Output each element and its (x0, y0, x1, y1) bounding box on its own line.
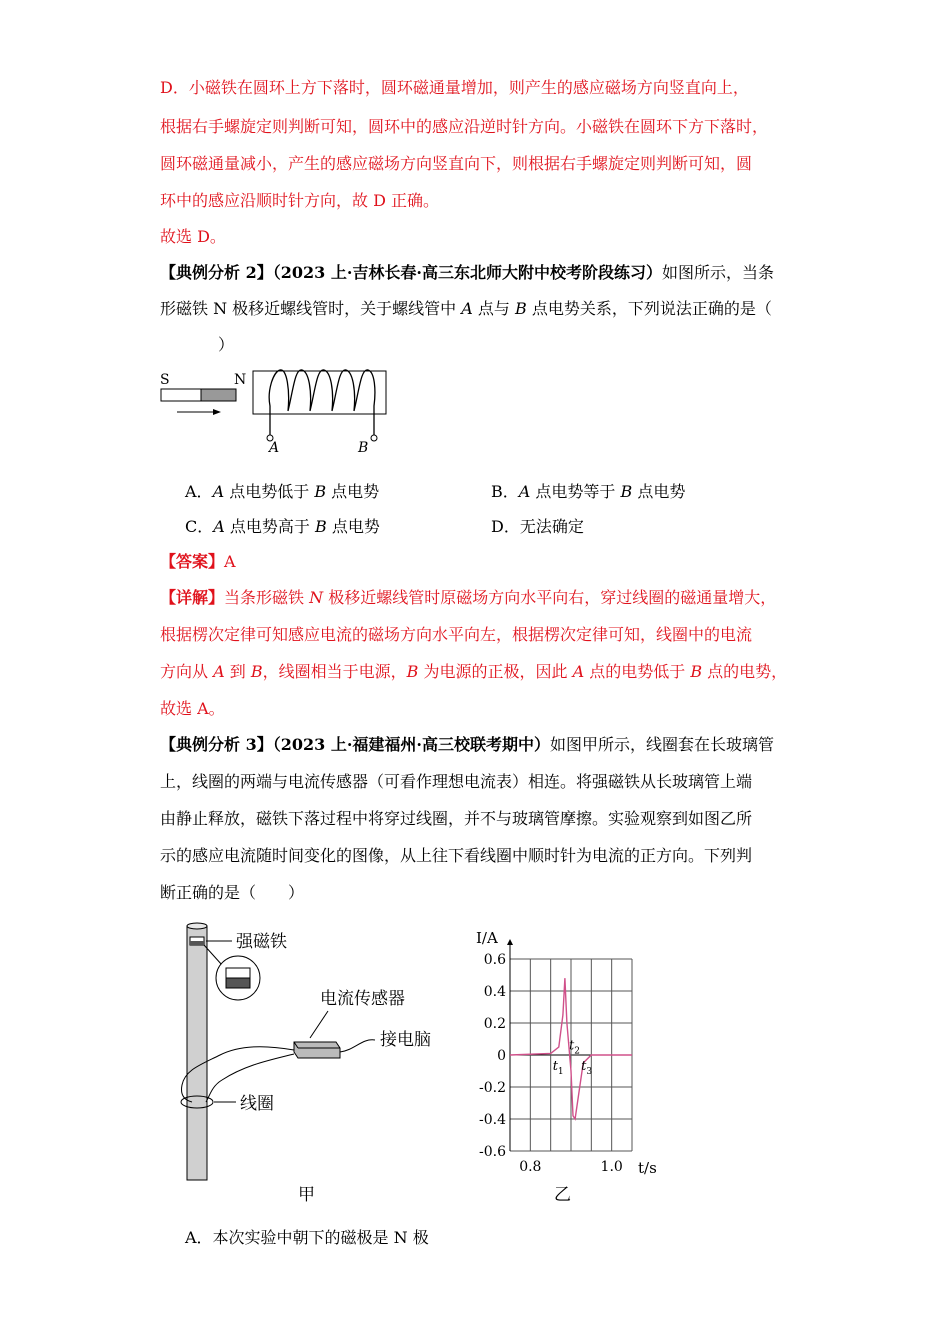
figure-yi-caption: 乙 (554, 1185, 571, 1205)
terminal-b (371, 435, 377, 441)
ex3-question-line-2: 上，线圈的两端与电流传感器（可看作理想电流表）相连。将强磁铁从长玻璃管上端 (160, 772, 753, 791)
sensor-label: 电流传感器 (320, 989, 405, 1009)
ex2-option-a[interactable] (185, 482, 379, 502)
zoom-magnet-bottom (226, 978, 250, 988)
annotation-t3 (581, 1059, 592, 1077)
detail-3-pa: A (213, 662, 225, 681)
glass-tube-figure (170, 920, 450, 1210)
ex2-detail-line-2: 根据楞次定律可知感应电流的磁场方向水平向左，根据楞次定律可知，线圈中的电流 (160, 625, 753, 644)
tube-top (187, 923, 207, 929)
ex2-detail-line-3 (160, 662, 787, 682)
detail-3e: 点的电势低于 (584, 662, 691, 681)
ex3-tag: 【典例分析 3】 (160, 735, 273, 754)
ex2-source: （2023 上·吉林长春·高三东北师大附中校考阶段练习） (272, 263, 662, 282)
prev-answer-line-5: 故选 D。 (160, 227, 226, 246)
annotation-sub: 3 (586, 1067, 593, 1078)
y-tick-label: -0.2 (479, 1080, 506, 1096)
terminal-a-label: A (269, 440, 280, 456)
ex3-source: （2023 上·福建福州·高三校联考期中） (272, 735, 550, 754)
annotation-main: t (568, 1038, 575, 1054)
ex2-point-b: B (515, 299, 527, 318)
option-a-label: A． (185, 482, 213, 501)
y-tick-label: 0.6 (483, 952, 506, 968)
option-d-text: 无法确定 (519, 517, 584, 536)
ex2-option-d[interactable] (491, 517, 584, 537)
computer-label: 接电脑 (380, 1030, 431, 1050)
option-b-point-b: B (620, 482, 633, 501)
ex2-tag: 【典例分析 2】 (160, 263, 273, 282)
bar-magnet-s-half (161, 389, 201, 401)
arrow-head-icon (213, 409, 221, 415)
option-d-label: D． (491, 517, 520, 536)
x-tick-label: 0.8 (519, 1159, 542, 1175)
x-tick-label: 1.0 (600, 1159, 623, 1175)
detail-3-pb: B (250, 662, 263, 681)
option-b-label: B． (491, 482, 519, 501)
y-tick-label: -0.6 (479, 1144, 506, 1160)
y-tick-label: 0.4 (483, 984, 506, 1000)
solenoid-coil (269, 370, 375, 436)
ex3-question-line-1 (160, 735, 774, 755)
ex2-q2b: 点与 (472, 299, 516, 318)
prev-answer-line-2: 根据右手螺旋定则判断可知，圆环中的感应沿逆时针方向。小磁铁在圆环下方下落时， (160, 117, 769, 136)
y-axis-arrow-icon (507, 939, 513, 945)
y-tick-label: 0.2 (483, 1016, 506, 1032)
magnet-s-label: S (160, 372, 170, 388)
current-time-chart (470, 925, 670, 1205)
detail-3-pb3: B (690, 662, 703, 681)
magnet-n-label: N (234, 372, 247, 388)
annotation-sub: 1 (557, 1067, 564, 1078)
ex3-question-line-3: 由静止释放，磁铁下落过程中将穿过线圈，并不与玻璃管摩擦。实验观察到如图乙所 (160, 809, 753, 828)
ex2-question-line-3: ） (218, 335, 235, 354)
option-a-point-b: B (314, 482, 327, 501)
ex3-q1: 如图甲所示，线圈套在长玻璃管 (549, 735, 774, 754)
option-c-text1: 点电势高于 (224, 517, 315, 536)
detail-1n: N (309, 588, 324, 607)
option-a-text1: 点电势低于 (224, 482, 315, 501)
answer-tag: 【答案】 (160, 552, 225, 571)
terminal-b-label: B (358, 440, 369, 456)
detail-3c: ，线圈相当于电源， (262, 662, 407, 681)
option-b-point: A (518, 482, 531, 501)
detail-3f: 点的电势， (702, 662, 788, 681)
y-tick-label: -0.4 (479, 1112, 506, 1128)
detail-1a: 当条形磁铁 (224, 588, 310, 607)
ex3-option-a[interactable]: A．本次实验中朝下的磁极是 N 极 (185, 1228, 429, 1247)
detail-3-pa2: A (572, 662, 585, 681)
annotation-t1 (553, 1059, 564, 1077)
option-b-text2: 点电势 (632, 482, 686, 501)
ex2-detail-line-1 (160, 588, 776, 608)
solenoid-figure (155, 366, 395, 456)
option-c-text2: 点电势 (326, 517, 380, 536)
annotation-sub: 2 (574, 1046, 580, 1057)
ex2-question-line-2 (160, 299, 772, 319)
ex2-option-c[interactable] (185, 517, 380, 537)
option-c-label: C． (185, 517, 214, 536)
glass-tube (187, 926, 207, 1180)
ex2-detail-line-4: 故选 A。 (160, 699, 225, 718)
sensor-pointer (310, 1011, 328, 1038)
ex3-question-line-5: 断正确的是（ ） (160, 883, 305, 902)
option-c-point: A (213, 517, 225, 536)
detail-3-pb2: B (406, 662, 419, 681)
ex2-option-b[interactable] (491, 482, 685, 502)
detail-tag: 【详解】 (160, 588, 225, 607)
ex2-point-a: A (461, 299, 473, 318)
prev-answer-line-4: 环中的感应沿顺时针方向，故 D 正确。 (160, 191, 440, 210)
ex2-q1: 如图所示，当条 (661, 263, 774, 282)
option-b-text1: 点电势等于 (530, 482, 621, 501)
prev-answer-line-3: 圆环磁通量减小，产生的感应磁场方向竖直向下，则根据右手螺旋定则判断可知，圆 (160, 154, 753, 173)
annotation-main: t (552, 1059, 558, 1075)
ex2-answer (160, 552, 236, 572)
strong-magnet-lower (190, 941, 204, 945)
answer-value: A (224, 552, 236, 571)
option-a-text2: 点电势 (326, 482, 380, 501)
prev-answer-line-1: D．小磁铁在圆环上方下落时，圆环磁通量增加，则产生的感应磁场方向竖直向上， (160, 78, 749, 97)
x-axis-label: t/s (638, 1159, 657, 1177)
detail-3d: 为电源的正极，因此 (418, 662, 573, 681)
ex2-q2a: 形磁铁 N 极移近螺线管时，关于螺线管中 (160, 299, 462, 318)
ex2-question-line-1 (160, 263, 774, 283)
figure-jia-caption: 甲 (298, 1185, 315, 1205)
option-c-point-b: B (315, 517, 327, 536)
current-sensor (294, 1042, 340, 1058)
detail-3a: 方向从 (160, 662, 214, 681)
coil-label: 线圈 (240, 1094, 274, 1114)
annotation-main: t (581, 1059, 587, 1075)
bar-magnet-n-half (201, 389, 236, 401)
zoom-magnet-top (226, 968, 250, 978)
y-tick-label: 0 (497, 1048, 506, 1064)
computer-cable (340, 1040, 375, 1052)
detail-1b: 极移近螺线管时原磁场方向水平向右，穿过线圈的磁通量增大， (323, 588, 777, 607)
ex3-question-line-4: 示的感应电流随时间变化的图像，从上往下看线圈中顺时针为电流的正方向。下列判 (160, 846, 753, 865)
ex2-q2c: 点电势关系，下列说法正确的是（ (526, 299, 772, 318)
y-axis-label: I/A (476, 929, 498, 947)
detail-3b: 到 (224, 662, 251, 681)
option-a-point: A (212, 482, 225, 501)
strong-magnet-label: 强磁铁 (236, 932, 287, 952)
